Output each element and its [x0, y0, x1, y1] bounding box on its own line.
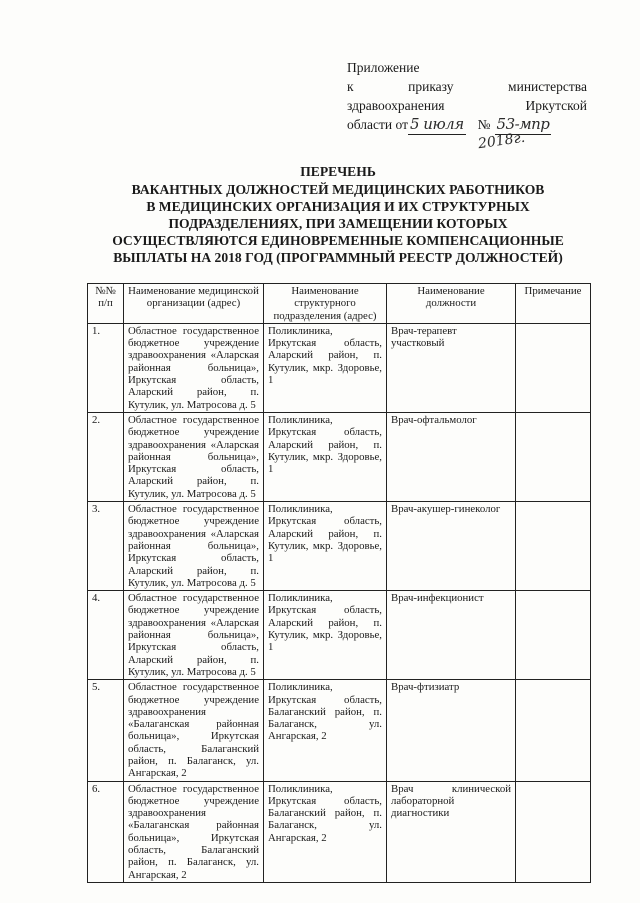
- row-unit: Поликлиника, Иркутская область, Аларский район, п. Кутулик, мкр. Здоровье, 1: [264, 412, 387, 501]
- handwritten-date: 5 июля: [409, 115, 464, 133]
- appendix-word: Иркутской: [525, 98, 587, 113]
- header-note: Примечание: [516, 284, 591, 324]
- row-unit: Поликлиника, Иркутская область, Аларский район, п. Кутулик, мкр. Здоровье, 1: [264, 591, 387, 680]
- row-number: 6.: [88, 781, 124, 882]
- row-organization: Областное государственное бюджетное учреждение здравоохранения «Балаганская районная больница», Иркутская область, Балаганский район, п. Балаганск, ул. Ангарская, 2: [124, 680, 264, 781]
- row-note: [516, 412, 591, 501]
- row-number: 4.: [88, 591, 124, 680]
- appendix-line-3: [347, 96, 587, 115]
- row-organization: Областное государственное бюджетное учреждение здравоохранения «Балаганская районная больница», Иркутская область, Балаганский район, п. Балаганск, ул. Ангарская, 2: [124, 781, 264, 882]
- table-row: [88, 680, 591, 781]
- table-row: [88, 412, 591, 501]
- row-organization: Областное государственное бюджетное учреждение здравоохранения «Аларская районная больница», Иркутская область, Аларский район, п. Кутулик, ул. Матросова д. 5: [124, 412, 264, 501]
- title-line: ПОДРАЗДЕЛЕНИЯХ, ПРИ ЗАМЕЩЕНИИ КОТОРЫХ: [168, 216, 508, 231]
- title-line: В МЕДИЦИНСКИХ ОРГАНИЗАЦИЯ И ИХ СТРУКТУРНЫХ: [146, 199, 530, 214]
- row-note: [516, 323, 591, 412]
- positions-table: [87, 283, 591, 883]
- row-number: 2.: [88, 412, 124, 501]
- table-row: [88, 323, 591, 412]
- row-note: [516, 591, 591, 680]
- row-unit: Поликлиника, Иркутская область, Аларский район, п. Кутулик, мкр. Здоровье, 1: [264, 502, 387, 591]
- row-number: 5.: [88, 680, 124, 781]
- appendix-word: приказу: [408, 79, 454, 94]
- header-number: №№ п/п: [88, 284, 124, 324]
- appendix-line-1: [347, 58, 587, 77]
- appendix-word: здравоохранения: [347, 98, 445, 113]
- row-unit: Поликлиника, Иркутская область, Балаганский район, п. Балаганск, ул. Ангарская, 2: [264, 680, 387, 781]
- header-unit: Наименование структурного подразделения (адрес): [264, 284, 387, 324]
- row-note: [516, 680, 591, 781]
- row-position: Врач клинической лабораторной диагностики: [387, 781, 516, 882]
- table-header-row: [88, 284, 591, 324]
- row-organization: Областное государственное бюджетное учреждение здравоохранения «Аларская районная больница», Иркутская область, Аларский район, п. Кутулик, ул. Матросова д. 5: [124, 502, 264, 591]
- row-organization: Областное государственное бюджетное учреждение здравоохранения «Аларская районная больница», Иркутская область, Аларский район, п. Кутулик, ул. Матросова д. 5: [124, 591, 264, 680]
- row-position: Врач-терапевт участковый: [387, 323, 516, 412]
- appendix-line-4: [347, 115, 587, 135]
- table-row: [88, 591, 591, 680]
- row-position: Врач-акушер-гинеколог: [387, 502, 516, 591]
- appendix-word: к: [347, 79, 354, 94]
- title-line: ПЕРЕЧЕНЬ: [300, 164, 376, 179]
- row-note: [516, 781, 591, 882]
- appendix-word: области от: [347, 117, 408, 132]
- row-number: 1.: [88, 323, 124, 412]
- row-position: Врач-фтизиатр: [387, 680, 516, 781]
- row-note: [516, 502, 591, 591]
- header-organization: Наименование медицинской организации (адрес): [124, 284, 264, 324]
- row-position: Врач-офтальмолог: [387, 412, 516, 501]
- title-line: ВЫПЛАТЫ НА 2018 ГОД (ПРОГРАММНЫЙ РЕЕСТР ДОЛЖНОСТЕЙ): [113, 250, 563, 265]
- handwritten-order-number: 53-мпр: [496, 115, 550, 133]
- row-position: Врач-инфекционист: [387, 591, 516, 680]
- row-unit: Поликлиника, Иркутская область, Аларский район, п. Кутулик, мкр. Здоровье, 1: [264, 323, 387, 412]
- document-title: [78, 163, 598, 266]
- table-row: [88, 502, 591, 591]
- appendix-label: Приложение: [347, 60, 420, 75]
- appendix-block: [347, 58, 587, 135]
- appendix-word: министерства: [508, 79, 587, 94]
- title-line: ОСУЩЕСТВЛЯЮТСЯ ЕДИНОВРЕМЕННЫЕ КОМПЕНСАЦИОННЫЕ: [112, 233, 564, 248]
- table-row: [88, 781, 591, 882]
- handwritten-year: 2018г.: [477, 129, 527, 153]
- row-unit: Поликлиника, Иркутская область, Балаганский район, п. Балаганск, ул. Ангарская, 2: [264, 781, 387, 882]
- header-position: Наименование должности: [387, 284, 516, 324]
- number-sign: №: [477, 117, 491, 132]
- row-organization: Областное государственное бюджетное учреждение здравоохранения «Аларская районная больница», Иркутская область, Аларский район, п. Кутулик, ул. Матросова д. 5: [124, 323, 264, 412]
- appendix-line-2: [347, 77, 587, 96]
- row-number: 3.: [88, 502, 124, 591]
- title-line: ВАКАНТНЫХ ДОЛЖНОСТЕЙ МЕДИЦИНСКИХ РАБОТНИКОВ: [131, 182, 545, 197]
